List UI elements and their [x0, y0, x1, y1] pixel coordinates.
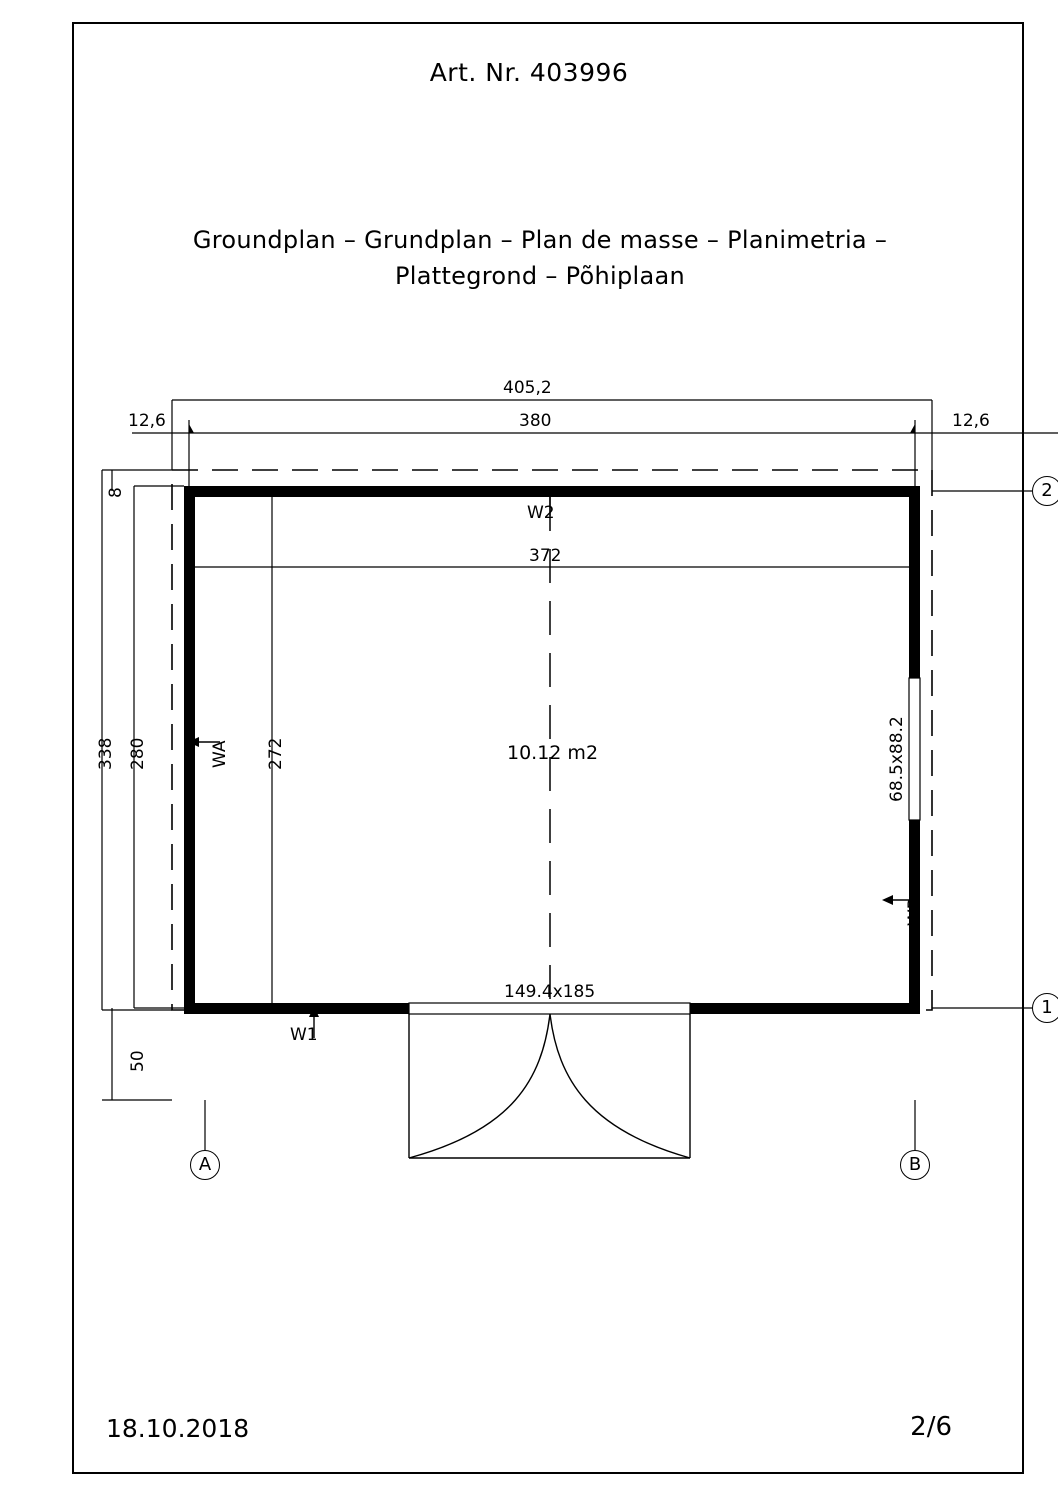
wall-bottom-left: [184, 1003, 409, 1014]
door-opening-bottom-wall: [409, 1003, 690, 1014]
window-size-label: 68.5x88.2: [887, 716, 907, 802]
wall-mark-wb: WB: [905, 897, 925, 926]
footer-date: 18.10.2018: [106, 1414, 250, 1443]
wall-bottom-right: [690, 1003, 920, 1014]
dim-label-wall-inner-depth: 272: [266, 737, 286, 770]
dim-label-overall-width: 405,2: [503, 378, 552, 398]
dim-label-left-overhang: 12,6: [128, 411, 166, 431]
dim-label-top-offset: 8: [106, 487, 126, 498]
footer-page-number: 2/6: [910, 1412, 952, 1442]
page-title: [120, 222, 960, 294]
article-number: Art. Nr. 403996: [429, 58, 629, 87]
door-size-label: 149.4x185: [504, 982, 596, 1002]
wall-mark-wa: WA: [210, 740, 230, 768]
dim-label-overall-depth: 338: [96, 737, 116, 770]
page-title-line-1: Groundplan – Grundplan – Plan de masse – Planimetria –: [192, 226, 888, 254]
dim-label-wall-inner-width: 372: [529, 546, 562, 566]
dim-label-inner-width: 380: [519, 411, 552, 431]
dim-arrow-left: [189, 424, 194, 433]
drawing-vectors: [72, 360, 1024, 1240]
dim-arrow-right: [910, 424, 915, 433]
window-opening-right-wall: [909, 678, 920, 820]
wall-left: [184, 486, 195, 1014]
grid-bubble-b: B: [900, 1150, 930, 1180]
door-swing-arc-right: [550, 1014, 690, 1158]
wb-arrow-head: [882, 895, 893, 905]
wall-mark-w2: W2: [527, 503, 555, 523]
door-swing-arc-left: [409, 1014, 550, 1158]
groundplan-drawing: [72, 360, 1053, 1240]
floor-area-label: 10.12 m2: [507, 742, 599, 764]
grid-bubble-2: 2: [1032, 476, 1058, 506]
wall-mark-w1: W1: [290, 1025, 318, 1045]
grid-bubble-1: 1: [1032, 993, 1058, 1023]
dim-label-right-overhang: 12,6: [952, 411, 990, 431]
grid-bubble-a: A: [190, 1150, 220, 1180]
page-title-line-2: Plattegrond – Põhiplaan: [394, 262, 685, 290]
dim-label-inner-depth: 280: [128, 737, 148, 770]
dim-label-bottom-offset: 50: [128, 1050, 148, 1072]
